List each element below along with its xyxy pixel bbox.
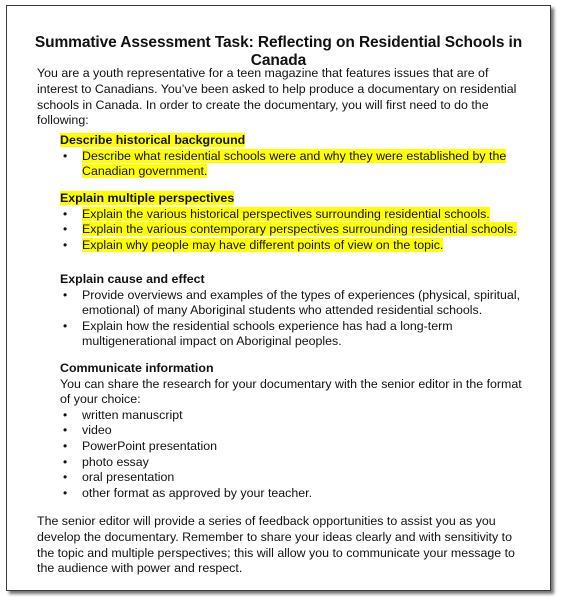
bullet-icon: • (63, 237, 68, 252)
section-heading: Describe historical background (60, 133, 246, 147)
list-item (60, 439, 530, 455)
list-item (60, 222, 530, 238)
list-item-text: Explain how the residential schools experience has had a long-term multigenerational impact on Aboriginal peoples. (82, 318, 453, 349)
list-item-text: written manuscript (82, 407, 183, 422)
bullet-list (60, 408, 530, 502)
bullet-icon: • (63, 454, 68, 469)
bullet-icon: • (63, 423, 68, 438)
section-text: You can share the research for your documentary with the senior editor in the format of your choice: (60, 376, 522, 407)
section-communicate-information (60, 361, 530, 501)
list-item-text: Explain the various contemporary perspectives surrounding residential schools. (82, 222, 517, 237)
document-title: Summative Assessment Task: Reflecting on Residential Schools in Canada (34, 34, 523, 69)
bullet-icon: • (63, 485, 68, 500)
bullet-icon: • (63, 206, 68, 221)
list-item (60, 470, 530, 486)
list-item (60, 486, 530, 502)
section-heading: Explain cause and effect (60, 272, 205, 286)
list-item-text: other format as approved by your teacher. (82, 485, 313, 500)
intro-paragraph: You are a youth representative for a teen magazine that features issues that are of interest to Canadians. You’ve been asked to help produce a documentary on residential schools in Canada. In order to create the documentary, you will first need to do the following: (37, 66, 517, 128)
bullet-icon: • (63, 438, 68, 453)
section-multiple-perspectives (60, 191, 530, 253)
list-item (60, 288, 530, 319)
section-cause-and-effect (60, 272, 530, 350)
list-item (60, 238, 530, 254)
bullet-icon: • (63, 318, 68, 333)
section-heading: Explain multiple perspectives (60, 191, 235, 205)
bullet-icon: • (63, 148, 68, 163)
list-item (60, 423, 530, 439)
section-historical-background (60, 133, 530, 180)
list-item (60, 319, 530, 350)
bullet-list (60, 288, 530, 350)
list-item-text: PowerPoint presentation (82, 438, 218, 453)
list-item-text: oral presentation (82, 470, 175, 485)
list-item-text: Explain why people may have different points of view on the topic. (82, 237, 444, 252)
list-item (60, 408, 530, 424)
list-item (60, 149, 530, 180)
list-item (60, 455, 530, 471)
list-item-text: photo essay (82, 454, 149, 469)
list-item-text: Explain the various historical perspectives surrounding residential schools. (82, 206, 490, 221)
bullet-list (60, 207, 530, 254)
list-item (60, 207, 530, 223)
bullet-icon: • (63, 407, 68, 422)
closing-paragraph: The senior editor will provide a series of feedback opportunities to assist you as you develop the documentary. Remember to share your ideas clearly and with sensitivity to the topic and multiple perspectives; this will allow you to communicate your message to the audience with power and respect. (37, 514, 515, 576)
list-item-text: Provide overviews and examples of the types of experiences (physical, spiritual, emotional) of many Aboriginal students who attended residential schools. (82, 287, 521, 318)
bullet-icon: • (63, 470, 68, 485)
list-item-text: Describe what residential schools were and why they were established by the Canadian government. (82, 148, 507, 179)
list-item-text: video (82, 423, 112, 438)
bullet-icon: • (63, 222, 68, 237)
document-frame (6, 5, 551, 591)
bullet-icon: • (63, 287, 68, 302)
section-heading: Communicate information (60, 361, 214, 375)
bullet-list (60, 149, 530, 180)
